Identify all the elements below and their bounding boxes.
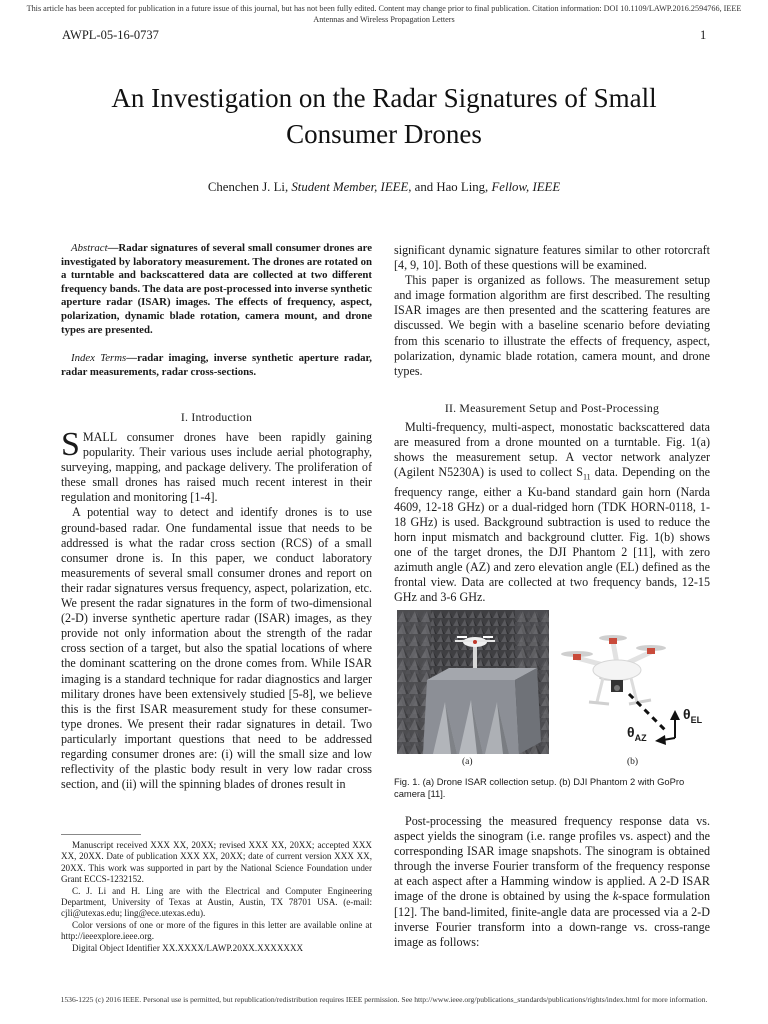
k-space-italic: k [612,889,619,904]
footnote-doi: Digital Object Identifier XX.XXXX/LAWP.20XX.XXXXXXX [72,942,304,953]
measurement-text-b: data. Depending on the frequency range, either a Ku-band standard gain horn (Narda 4609, 12-18 GHz) or a dual-ridged horn (TDK HORN-0118, 1-18 GHz) is used. Background subtraction is used to reduce the horn input mismatch and background clutter. Fig. 1(b) shows one of the target drones, the DJI Phantom 2 [11], with zero azimuth angle (AZ) and zero elevation angle (EL) defined as the frontal view. Data are collected at two frequency bands, 12-15 GHz and 3-6 GHz. [394,465,710,605]
author-line [60,180,708,195]
azimuth-angle-label: $\theta_{AZ}$ [627,724,647,743]
drop-cap: S [61,426,80,463]
figure-1a-chamber-photo [397,610,549,754]
paper-title: An Investigation on the Radar Signatures of Small Consumer Drones [111,83,657,149]
intro-paragraph-1 [61,426,372,505]
post-processing-paragraph [394,814,710,950]
post-processing-body [394,814,710,950]
journal-notice: This article has been accepted for publication in a future issue of this journal, but has not been fully edited. Content may change prior to final publication. Citation information: DOI 10.1109/LAWP.2016.2594766, IEEE Antennas and Wireless Propagation Letters [26,4,742,24]
intro-paragraph-2: A potential way to detect and identify drones is to use ground-based radar. One fundamental issue that needs to be addressed is what the radar cross section (RCS) of a small consumer drone is. In this paper, we conduct laboratory measurements of several small consumer drones and report on their radar signatures versus frequency, aspect, polarization, etc. We present the radar signatures in the form of two-dimensional (2-D) inverse synthetic aperture radar (ISAR) images, as they provide not only information about the strength of the radar cross section of a target, but also the spatial locations of where the dominant scattering on the drone comes from. While ISAR imaging is a standard technique for radar diagnostics and larger military drones have been extensively studied [5-8], we believe this is the first ISAR measurement study for these consumer-type drones. We present their radar signatures in detail. Two particularly important questions that need to be addressed regarding consumer drones are: (i) will the small size and low reflectivity of the plastic body result in very low radar cross section, and (ii) will the spinning blades of drones result in [61,505,372,792]
figure-caption: Fig. 1. (a) Drone ISAR collection setup. (b) DJI Phantom 2 with GoPro camera [11]. [394,776,685,799]
figure-1b-drone-diagram [555,610,710,754]
intro-paragraph-1-text: MALL consumer drones have been rapidly gaining popularity. Their various uses include aerial photography, surveying, mapping, and package delivery. The proliferation of these small drones has raised much recent interest in their regulation and monitoring [1-4]. [61,430,372,505]
post-processing-text-a: Post-processing the measured frequency response data vs. aspect yields the sinogram (i.e. range profiles vs. aspect) and the corresponding ISAR image snapshots. The sinogram is obtained through the inverse Fourier transform of the frequency response at each aspect after a Hamming window is applied. A 2-D ISAR image of the drone is obtained by using the [394,814,710,904]
s11-subscript: 11 [582,472,591,482]
section-heading-measurement: II. Measurement Setup and Post-Processing [444,401,660,415]
author-connector: , and Hao Ling, [408,180,492,194]
measurement-text-a: Multi-frequency, multi-aspect, monostatic backscattered data are measured from a drone mounted on a turntable. Fig. 1(a) shows the measurement setup. A vector network analyzer (Agilent N5230A) is used to collect S [394,420,710,480]
measurement-paragraph-1 [394,420,710,606]
measurement-body [394,420,710,606]
paper-id: AWPL-05-16-0737 [62,28,159,42]
chamber-illustration [397,610,549,754]
introduction-body [61,426,372,792]
author-name-1: Chenchen J. Li, [207,180,292,194]
elevation-angle-label: $\theta_{EL}$ [683,706,703,725]
right-paragraph-2: This paper is organized as follows. The measurement setup and image formation algorithm are first described. The resulting ISAR images are then presented and the scattering features are discussed. We begin with a baseline scenario before deviating from this scenario to illustrate the effects of frequency, aspect, polarization, dynamic blade rotation, camera mount, and drone types. [394,273,710,378]
figure-sublabel-a: (a) [462,757,473,767]
footnotes [61,840,372,954]
abstract [61,242,372,337]
copyright-notice: 1536-1225 (c) 2016 IEEE. Personal use is permitted, but republication/redistribution requires IEEE permission. See http://www.ieee.org/publications_standards/publications/rights/index.html for more information. [60,995,708,1004]
right-column-top [394,243,710,379]
footnote-color: Color versions of one or more of the figures in this letter are available online at http://ieeexplore.ieee.org. [61,919,372,942]
right-paragraph-1: significant dynamic signature features similar to other rotorcraft [4, 9, 10]. Both of these questions will be examined. [394,243,710,273]
author-role-1: Student Member, IEEE [291,180,409,194]
footnote-manuscript: Manuscript received XXX XX, 20XX; revised XXX XX, 20XX; accepted XXX XX, 20XX. Date of publication XXX XX, 20XX; date of current version XXX XX, 20XX. This work was supported in part by the National Science Foundation under Grant ECCS-1232152. [61,840,372,885]
footnote-divider [61,834,141,835]
index-terms [61,352,372,379]
index-terms-lead: Index Terms [71,352,127,364]
footnote-affiliation: C. J. Li and H. Ling are with the Electrical and Computer Engineering Department, University of Texas at Austin, Austin, TX 78701 USA. (e-mail: cjli@utexas.edu; ling@ece.utexas.edu). [61,885,372,919]
post-processing-text-b: -space formulation [12]. The band-limited, finite-angle data are processed via a 2-D inverse Fourier transform into a down-range vs. cross-range image as follows: [394,889,710,949]
section-heading-introduction: I. Introduction [180,410,253,424]
index-terms-text: —radar imaging, inverse synthetic aperture radar, radar measurements, radar cross-sections. [61,352,372,378]
page-number: 1 [700,28,707,42]
figure-sublabel-b: (b) [627,757,639,767]
author-role-2: Fellow, IEEE [491,180,561,194]
abstract-lead: Abstract [71,242,108,254]
abstract-text: —Radar signatures of several small consumer drones are investigated by laboratory measurement. The drones are rotated on a turntable and backscattered data are collected at two different frequency bands. The data are post-processed into inverse synthetic aperture radar (ISAR) images. The effects of frequency, aspect, polarization, dynamic blade rotation, camera mount, and drone types are presented. [61,242,372,336]
